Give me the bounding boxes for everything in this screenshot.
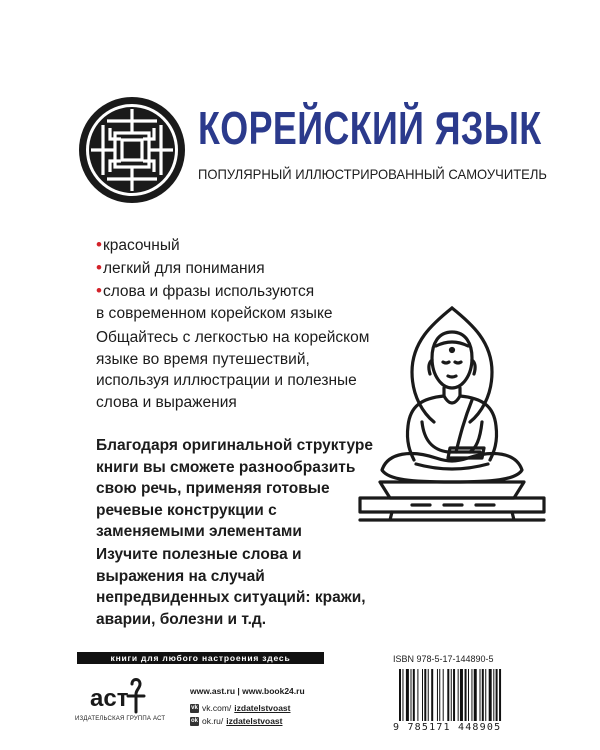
feature-list (96, 234, 396, 325)
ok-icon: ok (190, 717, 198, 724)
feature-item (96, 234, 396, 257)
buddha-illustration-icon (352, 302, 552, 530)
book-title: КОРЕЙСКИЙ ЯЗЫК (198, 102, 542, 154)
bullet-dot-icon: • (96, 258, 102, 277)
korean-knot-emblem-icon (77, 95, 187, 205)
website-links[interactable]: www.ast.ru | www.book24.ru (190, 686, 305, 696)
description-paragraph: Изучите полезные слова и выражения на случай непредвиденных ситуаций: кражи, аварии, болезни и т.д. (96, 546, 366, 628)
feature-item (96, 257, 396, 280)
tagline-banner: книги для любого настроения здесь (77, 652, 324, 664)
barcode-digits: 9 785171 448905 (393, 722, 502, 733)
vk-link[interactable] (190, 703, 291, 713)
barcode-icon (399, 669, 532, 721)
book-subtitle: ПОПУЛЯРНЫЙ ИЛЛЮСТРИРОВАННЫЙ САМОУЧИТЕЛЬ (198, 166, 547, 182)
description-paragraph: Общайтесь с легкостью на корейском языке во время путешествий, используя иллюстрации и полезные слова и выражения (96, 329, 370, 411)
ast-logo-icon (88, 674, 148, 716)
feature-text: легкий для понимания (102, 260, 265, 277)
vk-icon: vk (191, 704, 198, 711)
description-paragraph: Благодаря оригинальной структуре книги вы сможете разнообразить свою речь, применяя готовые речевые конструкции с заменяемыми элементами (96, 437, 374, 540)
bullet-dot-icon: • (96, 235, 102, 254)
publisher-name: ИЗДАТЕЛЬСКАЯ ГРУППА АСТ (75, 716, 166, 722)
svg-text:аст: аст (90, 685, 129, 712)
feature-continuation: в современном корейском языке (96, 305, 333, 322)
social-handle[interactable]: izdatelstvoast (226, 716, 283, 726)
social-prefix: ok.ru/ (202, 716, 224, 726)
feature-text: красочный (102, 237, 180, 254)
bullet-dot-icon: • (96, 281, 102, 300)
social-prefix: vk.com/ (202, 703, 232, 713)
isbn-number: ISBN 978-5-17-144890-5 (393, 654, 494, 664)
feature-item (96, 280, 396, 303)
feature-text: слова и фразы используются (102, 283, 315, 300)
social-handle[interactable]: izdatelstvoast (234, 703, 291, 713)
ok-link[interactable] (190, 716, 282, 726)
